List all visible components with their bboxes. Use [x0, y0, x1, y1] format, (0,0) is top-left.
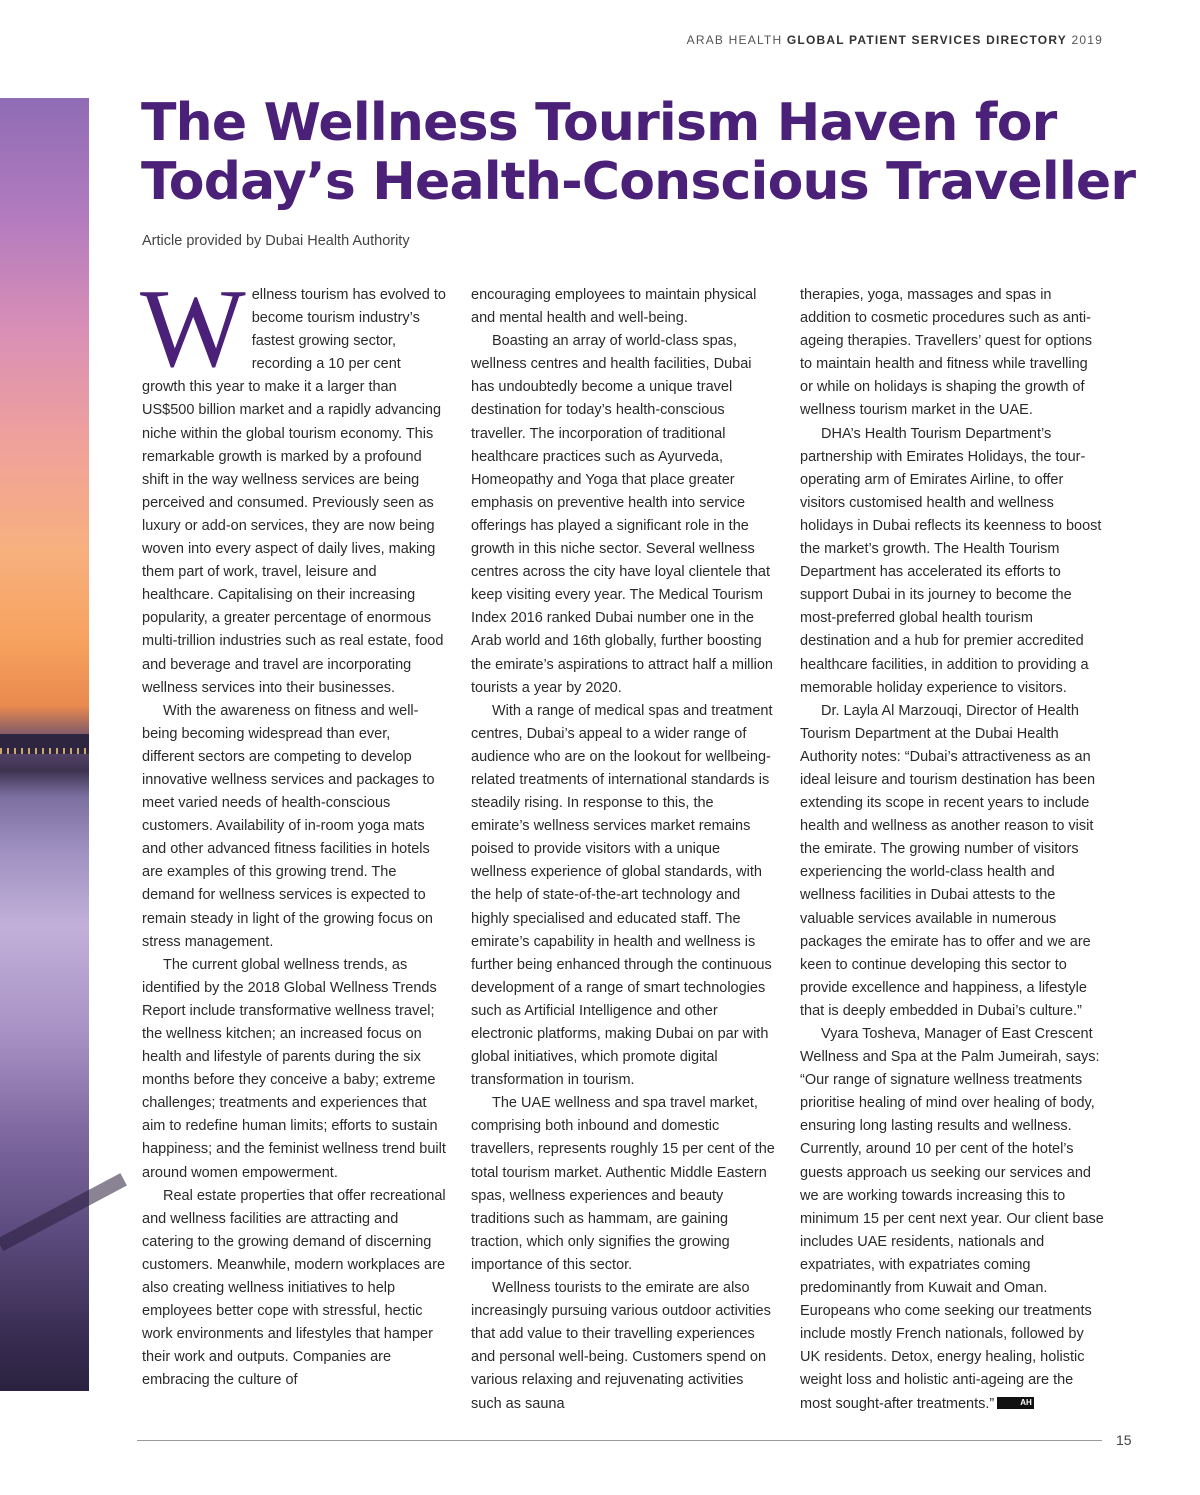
paragraph: Boasting an array of world-class spas, wellness centres and health facilities, Dubai has undoubtedly become a unique travel destination for today’s health-conscious traveller. The incorporation of traditional healthcare practices such as Ayurveda, Homeopathy and Yoga that place greater emphasis on preventive health into service offerings has played a significant role in the growth in this niche sector. Several wellness centres across the city have loyal clientele that keep visiting every year. The Medical Tourism Index 2016 ranked Dubai number one in the Arab world and 16th globally, further boosting the emirate’s aspirations to attract half a million tourists a year by 2020.	[471, 333, 773, 696]
drop-cap: W	[140, 267, 246, 391]
article-column-3	[800, 284, 1104, 1416]
header-publication: ARAB HEALTH	[686, 33, 783, 47]
paragraph: DHA’s Health Tourism Department’s partnership with Emirates Holidays, the tour-operating arm of Emirates Airline, to offer visitors customised health and wellness holidays in Dubai reflects its keenness to boost the market’s growth. The Health Tourism Department has accelerated its efforts to support Dubai in its journey to become the most-preferred global health tourism destination and a hub for premier accredited healthcare facilities, in addition to providing a memorable holiday experience to visitors.	[800, 425, 1102, 696]
paragraph: The current global wellness trends, as identified by the 2018 Global Wellness Trends Report include transformative wellness travel; the wellness kitchen; an increased focus on health and lifestyle of parents during the six months before they conceive a baby; extreme challenges; treatments and experiences that aim to redefine human limits; efforts to sustain happiness; and the feminist wellness trend built around women empowerment.	[142, 956, 446, 1181]
footer-rule	[137, 1440, 1102, 1441]
header-year: 2019	[1071, 33, 1103, 47]
paragraph-text: Vyara Tosheva, Manager of East Crescent Wellness and Spa at the Palm Jumeirah, says: “Our range of signature wellness treatments prioritise healing of mind over healing of body, ensuring long lasting results and wellness. Currently, around 10 per cent of the hotel’s guests approach us seeking our services and we are working towards increasing this to minimum 15 per cent next year. Our client base includes UAE residents, nationals and expatriates, with expatriates coming predominantly from Kuwait and Oman. Europeans who come seeking our treatments include mostly French nationals, followed by UK residents. Detox, energy healing, holistic weight loss and holistic anti-ageing are the most sought-after treatments.”	[800, 1026, 1104, 1412]
paragraph: Dr. Layla Al Marzouqi, Director of Health Tourism Department at the Dubai Health Authority notes: “Dubai’s attractiveness as an ideal leisure and tourism destination has been extending its scope in recent years to include health and wellness as another reason to visit the emirate. The growing number of visitors experiencing the world-class health and wellness facilities in Dubai attests to the valuable services available in numerous packages the emirate has to offer and we are keen to continue developing this sector to provide excellence and happiness, a lifestyle that is deeply embedded in Dubai’s culture.”	[800, 702, 1096, 1019]
article-credit: Article provided by Dubai Health Authority	[142, 233, 410, 249]
paragraph: Wellness tourists to the emirate are also increasingly pursuing various outdoor activities that add value to their travelling experiences and personal well-being. Customers spend on various relaxing and rejuvenating activities such as sauna	[471, 1280, 771, 1412]
article-title: The Wellness Tourism Haven for Today’s Health-Conscious Traveller	[141, 93, 1136, 212]
paragraph	[800, 1023, 1104, 1416]
paragraph: With the awareness on fitness and well-being becoming widespread than ever, different sectors are competing to develop innovative wellness services and packages to meet varied needs of health-conscious customers. Availability of in-room yoga mats and other advanced fitness facilities in hotels are examples of this growing trend. The demand for wellness services is expected to remain steady in light of the growing focus on stress management.	[142, 702, 435, 950]
balcony-railing	[0, 1173, 127, 1251]
paragraph: With a range of medical spas and treatment centres, Dubai’s appeal to a wider range of audience who are on the lookout for wellbeing-related treatments of international standards is steadily rising. In response to this, the emirate’s wellness services market remains poised to provide visitors with a unique wellness experience of global standards, with the help of state-of-the-art technology and highly specialised and educated staff. The emirate’s capability in health and wellness is further being enhanced through the continuous development of a range of smart technologies such as Artificial Intelligence and other electronic platforms, making Dubai on par with global initiatives, which promote digital transformation in tourism.	[471, 702, 773, 1089]
paragraph: encouraging employees to maintain physical and mental health and well-being.	[471, 287, 757, 327]
sunset-photo-strip	[0, 98, 89, 1391]
page-number: 15	[1116, 1432, 1132, 1448]
paragraph-text: ellness tourism has evolved to become tourism industry’s fastest growing sector, recording a 10 per cent growth this year to make it a larger than US$500 billion market and a rapidly advancing niche within the global tourism economy. This remarkable growth is marked by a profound shift in the way wellness services are being perceived and consumed. Previously seen as luxury or add-on services, they are now being woven into every aspect of daily lives, making them part of work, travel, leisure and healthcare. Capitalising on their increasing popularity, a greater percentage of enormous multi-trillion industries such as real estate, food and beverage and travel are incorporating wellness services into their businesses.	[142, 287, 446, 696]
paragraph: therapies, yoga, massages and spas in addition to cosmetic procedures such as anti-ageing therapies. Travellers’ quest for options to maintain health and fitness while travelling or while on holidays is shaping the growth of wellness tourism market in the UAE.	[800, 287, 1093, 419]
header-directory: GLOBAL PATIENT SERVICES DIRECTORY	[786, 33, 1067, 47]
running-header	[687, 33, 1103, 47]
city-lights	[0, 748, 89, 754]
article-column-2	[471, 284, 775, 1416]
paragraph: Real estate properties that offer recreational and wellness facilities are attracting and catering to the growing demand of discerning customers. Meanwhile, modern workplaces are also creating wellness initiatives to help employees better cope with stressful, hectic work environments and lifestyles that hamper their work and outputs. Companies are embracing the culture of	[142, 1187, 446, 1389]
paragraph	[140, 267, 446, 700]
paragraph: The UAE wellness and spa travel market, comprising both inbound and domestic travellers, represents roughly 15 per cent of the total tourism market. Authentic Middle Eastern spas, wellness experiences and beauty traditions such as hammam, are gaining traction, which only signifies the growing importance of this sector.	[471, 1095, 775, 1273]
article-column-1	[140, 267, 446, 1393]
end-mark-badge: AH	[997, 1397, 1034, 1409]
